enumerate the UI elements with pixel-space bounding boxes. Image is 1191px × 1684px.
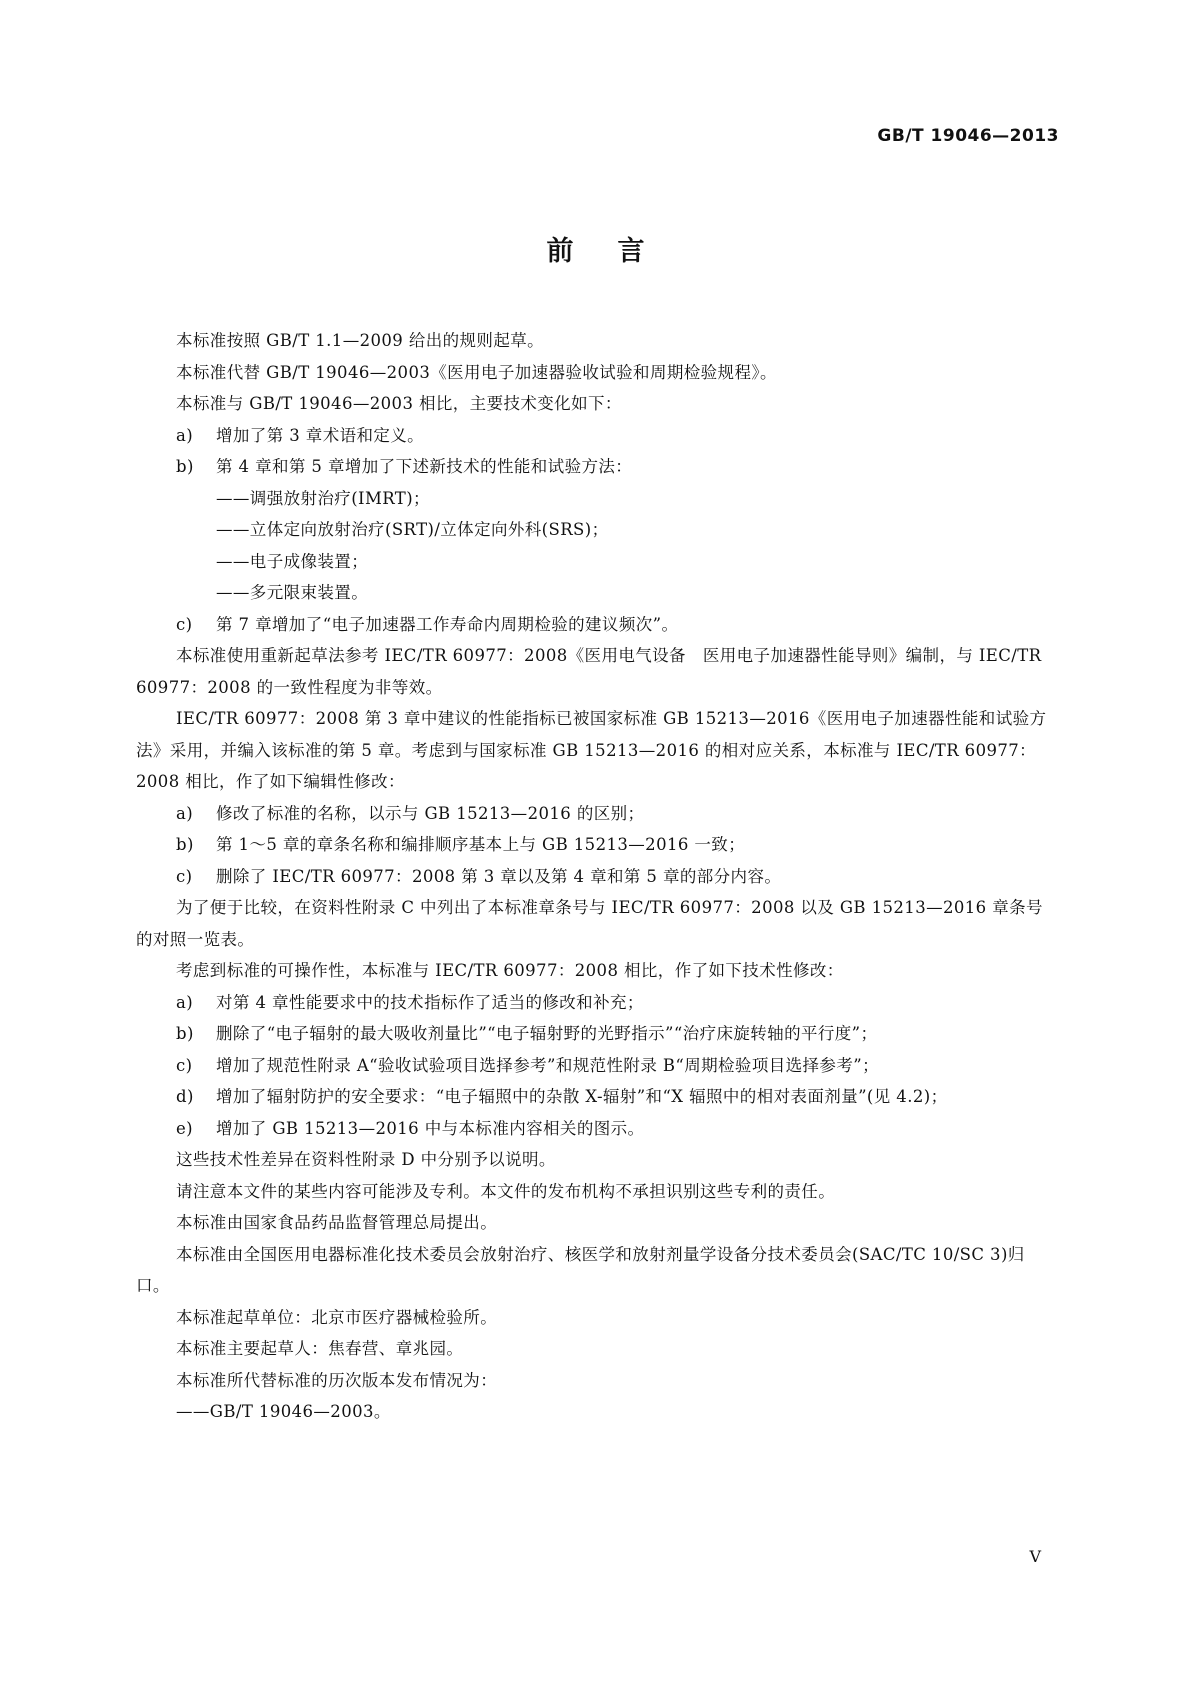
paragraph-main-changes: 本标准与 GB/T 19046—2003 相比，主要技术变化如下： — [176, 394, 622, 413]
list-marker: a) — [176, 992, 194, 1012]
foreword-body — [136, 325, 1053, 1428]
standard-code: GB/T 19046—2013 — [877, 126, 1059, 146]
dash-list-item: ——调强放射治疗(IMRT)； — [216, 488, 430, 508]
paragraph-technical-mods: 考虑到标准的可操作性，本标准与 IEC/TR 60977：2008 相比，作了如下技术性修改： — [176, 961, 844, 980]
list-item — [136, 420, 1053, 452]
page-number: V — [1029, 1547, 1041, 1566]
list-item — [136, 798, 1053, 830]
list-item — [136, 987, 1053, 1019]
list-text: 第 1～5 章的章条名称和编排顺序基本上与 GB 15213—2016 一致； — [216, 835, 746, 854]
paragraph-editorial-basis: IEC/TR 60977：2008 第 3 章中建议的性能指标已被国家标准 GB 15213—2016《医用电子加速器性能和试验方法》采用，并编入该标准的第 5 章。考虑到与国家标准 GB 15213—2016 的相对应关系，本标准与 IEC/TR 60977：2008 相比，作了如下编辑性修改： — [136, 709, 1047, 791]
list-marker: b) — [176, 835, 194, 854]
list-marker: d) — [176, 1087, 194, 1106]
paragraph-patent-notice: 请注意本文件的某些内容可能涉及专利。本文件的发布机构不承担识别这些专利的责任。 — [176, 1181, 836, 1201]
list-item — [136, 829, 1053, 861]
list-item — [136, 1081, 1053, 1113]
list-item — [136, 451, 1053, 483]
list-text: 增加了规范性附录 A“验收试验项目选择参考”和规范性附录 B“周期检验项目选择参考”； — [216, 1055, 879, 1075]
page-title: 前言 — [546, 236, 689, 267]
list-item — [136, 1050, 1053, 1082]
list-text: 第 4 章和第 5 章增加了下述新技术的性能和试验方法： — [216, 457, 633, 476]
paragraph-technical-committee: 本标准由全国医用电器标准化技术委员会放射治疗、核医学和放射剂量学设备分技术委员会(SAC/TC 10/SC 3)归口。 — [136, 1244, 1025, 1295]
paragraph-drafters: 本标准主要起草人：焦春营、章兆园。 — [176, 1339, 464, 1358]
paragraph-replaces: 本标准代替 GB/T 19046—2003《医用电子加速器验收试验和周期检验规程》。 — [176, 362, 777, 382]
paragraph-reference-method: 本标准使用重新起草法参考 IEC/TR 60977：2008《医用电气设备 医用电子加速器性能导则》编制，与 IEC/TR 60977：2008 的一致性程度为非等效。 — [136, 646, 1042, 697]
list-text: 增加了 GB 15213—2016 中与本标准内容相关的图示。 — [216, 1118, 645, 1138]
dash-list-item: ——多元限束装置。 — [216, 583, 369, 602]
paragraph-proposed-by: 本标准由国家食品药品监督管理总局提出。 — [176, 1213, 498, 1232]
dash-list-item: ——电子成像装置； — [216, 551, 369, 571]
list-marker: b) — [176, 457, 194, 476]
dash-list-item: ——立体定向放射治疗(SRT)/立体定向外科(SRS)； — [216, 520, 609, 539]
list-item — [136, 1018, 1053, 1050]
paragraph-previous-editions: 本标准所代替标准的历次版本发布情况为： — [176, 1370, 498, 1390]
dash-list-item: ——GB/T 19046—2003。 — [176, 1402, 391, 1421]
paragraph-annex-d: 这些技术性差异在资料性附录 D 中分别予以说明。 — [176, 1150, 556, 1169]
list-marker: a) — [176, 425, 194, 445]
list-item — [136, 609, 1053, 641]
list-marker: c) — [176, 1055, 193, 1075]
list-text: 增加了辐射防护的安全要求：“电子辐照中的杂散 X-辐射”和“X 辐照中的相对表面剂量”(见 4.2)； — [216, 1087, 948, 1106]
list-text: 增加了第 3 章术语和定义。 — [216, 425, 425, 445]
list-text: 第 7 章增加了“电子加速器工作寿命内周期检验的建议频次”。 — [216, 614, 679, 634]
paragraph-drafting-rules: 本标准按照 GB/T 1.1—2009 给出的规则起草。 — [176, 331, 545, 350]
list-marker: c) — [176, 614, 193, 634]
list-marker: e) — [176, 1118, 194, 1138]
list-marker: a) — [176, 803, 194, 823]
list-item — [136, 861, 1053, 893]
list-text: 修改了标准的名称，以示与 GB 15213—2016 的区别； — [216, 803, 645, 823]
list-text: 删除了 IEC/TR 60977：2008 第 3 章以及第 4 章和第 5 章的部分内容。 — [216, 866, 782, 886]
paragraph-comparison-table: 为了便于比较，在资料性附录 C 中列出了本标准章条号与 IEC/TR 60977：2008 以及 GB 15213—2016 章条号的对照一览表。 — [136, 898, 1043, 949]
list-item — [136, 1113, 1053, 1145]
list-text: 对第 4 章性能要求中的技术指标作了适当的修改和补充； — [216, 992, 644, 1012]
paragraph-drafting-unit: 本标准起草单位：北京市医疗器械检验所。 — [176, 1307, 498, 1327]
list-marker: c) — [176, 866, 193, 886]
list-text: 删除了“电子辐射的最大吸收剂量比”“电子辐射野的光野指示”“治疗床旋转轴的平行度”； — [216, 1024, 878, 1043]
list-marker: b) — [176, 1024, 194, 1043]
